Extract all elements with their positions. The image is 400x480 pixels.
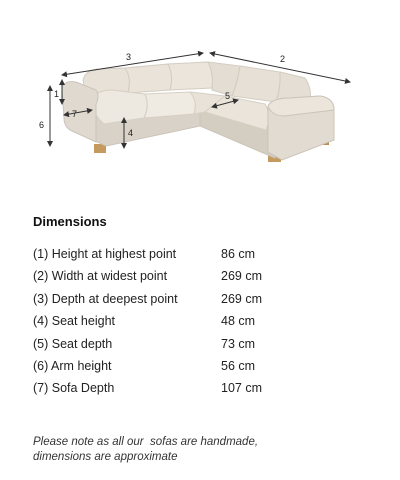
note-line: Please note as all our sofas are handmade, [33,436,259,448]
dimension-label: (7) Sofa Depth [33,381,115,396]
dimension-label: (6) Arm height [33,358,112,373]
dimension-value: 269 cm [221,291,262,306]
dimension-value: 56 cm [221,358,256,373]
dimension-label: (4) Seat height [33,314,115,329]
dimension-value: 73 cm [221,336,256,351]
sofa-illustration [0,0,400,200]
dimension-marker-5: 5 [225,91,231,101]
dimension-row [33,333,363,355]
dimension-label: (1) Height at highest point [33,247,177,261]
dimensions-heading: Dimensions [33,214,107,229]
dimension-value: 48 cm [221,314,256,329]
dimension-row [33,355,363,377]
dimension-value: 107 cm [221,381,262,396]
dimension-marker-3: 3 [126,52,132,62]
dimension-row [33,243,363,265]
dimension-marker-1: 1 [54,89,60,99]
dimension-row [33,310,363,332]
dimension-marker-6: 6 [39,120,45,130]
dimension-row [33,377,363,399]
dimension-label: (2) Width at widest point [33,269,168,284]
handmade-note [33,435,373,465]
dimension-value: 86 cm [221,247,256,261]
dimension-value: 269 cm [221,269,262,284]
dimensions-list [33,243,363,400]
dimension-marker-7: 7 [72,109,78,119]
dimension-label: (3) Depth at deepest point [33,291,178,306]
dimension-row [33,265,363,287]
dimension-row [33,288,363,310]
dimension-marker-2: 2 [280,54,286,64]
dimension-label: (5) Seat depth [33,336,113,351]
note-line: dimensions are approximate [33,451,178,463]
dimension-marker-4: 4 [128,128,134,138]
